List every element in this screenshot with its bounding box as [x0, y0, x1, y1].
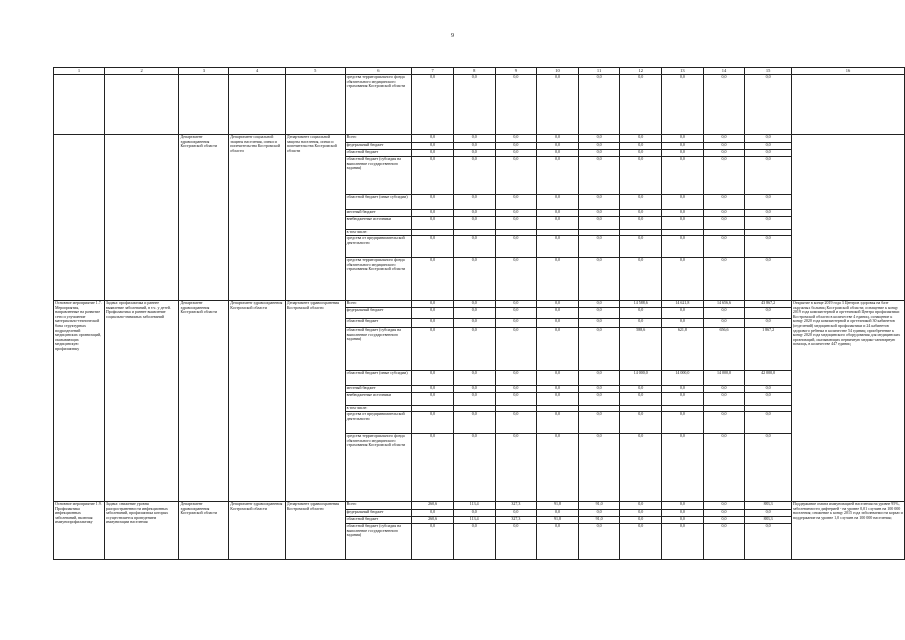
amount-cell: 0,0: [703, 412, 745, 434]
amount-cell: 0,0: [537, 308, 579, 319]
measure-name-cell: [54, 75, 105, 135]
executor-cell: [179, 75, 229, 135]
amount-cell: 0,0: [495, 393, 537, 406]
amount-cell: 0,0: [703, 143, 745, 150]
funding-source-cell: внебюджетные источники: [345, 393, 412, 406]
amount-cell: 0,0: [578, 75, 620, 135]
amount-cell: 260,6: [412, 502, 454, 510]
amount-cell: 0,0: [412, 510, 454, 517]
amount-cell: 0,0: [620, 308, 662, 319]
task-cell: [104, 75, 179, 135]
amount-cell: 0,0: [745, 434, 792, 502]
amount-cell: 0,0: [537, 143, 579, 150]
amount-cell: 0,0: [578, 301, 620, 308]
amount-cell: 0,0: [662, 319, 704, 328]
amount-cell: 0,0: [537, 393, 579, 406]
amount-cell: 0,0: [703, 150, 745, 157]
amount-cell: 0,0: [620, 135, 662, 143]
expected-result-cell: [791, 135, 904, 301]
column-number: 15: [745, 68, 792, 75]
column-number: 14: [703, 68, 745, 75]
amount-cell: 0,0: [453, 371, 495, 386]
amount-cell: 0,0: [745, 319, 792, 328]
amount-cell: 0,0: [703, 393, 745, 406]
amount-cell: 0,0: [495, 236, 537, 258]
amount-cell: 0,0: [495, 157, 537, 195]
funding-source-cell: областной бюджет: [345, 517, 412, 524]
funding-source-cell: федеральный бюджет: [345, 510, 412, 517]
amount-cell: 0,0: [662, 217, 704, 230]
amount-cell: 0,0: [620, 524, 662, 560]
amount-cell: 0,0: [745, 143, 792, 150]
amount-cell: 0,0: [620, 412, 662, 434]
amount-cell: 0,0: [578, 258, 620, 301]
amount-cell: 0,0: [537, 210, 579, 217]
participant-cell: Департамент здравоохранения Костромской области: [285, 301, 345, 502]
column-number: 1: [54, 68, 105, 75]
amount-cell: 0,0: [662, 135, 704, 143]
amount-cell: 0,0: [662, 195, 704, 210]
amount-cell: 43 867,2: [745, 301, 792, 308]
amount-cell: 0,0: [412, 434, 454, 502]
amount-cell: 14 656,6: [703, 301, 745, 308]
amount-cell: 0,0: [703, 157, 745, 195]
amount-cell: 0,0: [412, 301, 454, 308]
amount-cell: 0,0: [537, 150, 579, 157]
amount-cell: 113,4: [453, 517, 495, 524]
executor-cell: Департамент здравоохранения Костромской области: [179, 502, 229, 560]
column-number: 3: [179, 68, 229, 75]
amount-cell: 0,0: [662, 236, 704, 258]
amount-cell: 0,0: [453, 75, 495, 135]
amount-cell: 0,0: [703, 135, 745, 143]
amount-cell: 883,3: [745, 517, 792, 524]
task-cell: Задача: снижение уровня распространенности инфекционных заболеваний, профилактика которых осуществляется проведением иммунизации населения: [104, 502, 179, 560]
amount-cell: 0,0: [620, 517, 662, 524]
executor-cell: Департамент здравоохранения Костромской области: [179, 301, 229, 502]
amount-cell: 0,0: [412, 75, 454, 135]
amount-cell: 0,0: [703, 502, 745, 510]
amount-cell: 0,0: [662, 308, 704, 319]
amount-cell: 0,0: [662, 143, 704, 150]
amount-cell: 0,0: [537, 371, 579, 386]
amount-cell: 91,8: [537, 517, 579, 524]
amount-cell: 0,0: [620, 502, 662, 510]
amount-cell: 0,0: [578, 319, 620, 328]
amount-cell: 0,0: [620, 510, 662, 517]
amount-cell: 0,0: [453, 434, 495, 502]
funding-source-cell: Всего: [345, 502, 412, 510]
column-number: 16: [791, 68, 904, 75]
amount-cell: 0,0: [745, 236, 792, 258]
funding-source-cell: областной бюджет (субсидия на выполнение государственного задания): [345, 524, 412, 560]
amount-cell: 0,0: [703, 210, 745, 217]
column-number: 10: [537, 68, 579, 75]
amount-cell: 91,0: [578, 502, 620, 510]
column-number: 2: [104, 68, 179, 75]
amount-cell: 0,0: [412, 524, 454, 560]
amount-cell: 113,4: [453, 502, 495, 510]
funding-source-cell: областной бюджет: [345, 319, 412, 328]
amount-cell: 0,0: [578, 135, 620, 143]
page-number: 9: [451, 33, 454, 39]
column-number-row: [54, 68, 905, 75]
amount-cell: 0,0: [745, 210, 792, 217]
amount-cell: 0,0: [537, 319, 579, 328]
amount-cell: 0,0: [662, 510, 704, 517]
amount-cell: 327,3: [495, 502, 537, 510]
amount-cell: 0,0: [578, 371, 620, 386]
amount-cell: 91,8: [537, 502, 579, 510]
column-number: 11: [578, 68, 620, 75]
amount-cell: 0,0: [412, 258, 454, 301]
amount-cell: 0,0: [412, 308, 454, 319]
amount-cell: 0,0: [620, 210, 662, 217]
amount-cell: 0,0: [537, 135, 579, 143]
amount-cell: 0,0: [495, 328, 537, 371]
amount-cell: 0,0: [453, 210, 495, 217]
amount-cell: 0,0: [495, 301, 537, 308]
amount-cell: 0,0: [662, 412, 704, 434]
amount-cell: 0,0: [745, 308, 792, 319]
amount-cell: 0,0: [412, 236, 454, 258]
amount-cell: 0,0: [662, 386, 704, 393]
amount-cell: 588,6: [620, 328, 662, 371]
amount-cell: 0,0: [620, 258, 662, 301]
amount-cell: 14 588,6: [620, 301, 662, 308]
table-row: [54, 135, 905, 143]
amount-cell: 0,0: [412, 150, 454, 157]
amount-cell: 0,0: [578, 210, 620, 217]
amount-cell: 0,0: [620, 393, 662, 406]
amount-cell: 0,0: [412, 195, 454, 210]
funding-source-cell: областной бюджет (субсидия на выполнение государственного задания): [345, 157, 412, 195]
amount-cell: 14 000,0: [620, 371, 662, 386]
amount-cell: 0,0: [662, 150, 704, 157]
amount-cell: 0,0: [495, 195, 537, 210]
amount-cell: 0,0: [745, 524, 792, 560]
amount-cell: 0,0: [537, 157, 579, 195]
table-row: [54, 301, 905, 308]
amount-cell: 0,0: [453, 510, 495, 517]
amount-cell: 0,0: [662, 258, 704, 301]
amount-cell: 0,0: [412, 319, 454, 328]
amount-cell: 0,0: [662, 502, 704, 510]
amount-cell: 0,0: [745, 195, 792, 210]
amount-cell: 0,0: [537, 386, 579, 393]
amount-cell: 0,0: [620, 75, 662, 135]
amount-cell: 0,0: [620, 143, 662, 150]
amount-cell: 0,0: [537, 217, 579, 230]
amount-cell: 0,0: [537, 195, 579, 210]
amount-cell: 0,0: [412, 210, 454, 217]
expected-result-cell: [791, 75, 904, 135]
amount-cell: 0,0: [495, 258, 537, 301]
amount-cell: 0,0: [745, 150, 792, 157]
amount-cell: 0,0: [412, 135, 454, 143]
amount-cell: 14 000,0: [662, 371, 704, 386]
table-row: [54, 502, 905, 510]
coexecutor-cell: Департамент социальной защиты населения, опеки и попечительства Костромской области: [229, 135, 286, 301]
funding-source-cell: областной бюджет: [345, 150, 412, 157]
participant-cell: Департамент здравоохранения Костромской области: [285, 502, 345, 560]
coexecutor-cell: Департамент здравоохранения Костромской области: [229, 502, 286, 560]
amount-cell: 0,0: [745, 75, 792, 135]
amount-cell: 0,0: [453, 135, 495, 143]
amount-cell: 0,0: [662, 75, 704, 135]
amount-cell: 0,0: [412, 217, 454, 230]
funding-source-cell: в том числе:: [345, 406, 412, 412]
amount-cell: 0,0: [745, 393, 792, 406]
amount-cell: 0,0: [537, 434, 579, 502]
amount-cell: 0,0: [578, 524, 620, 560]
amount-cell: 0,0: [453, 143, 495, 150]
amount-cell: 0,0: [703, 258, 745, 301]
amount-cell: 0,0: [662, 210, 704, 217]
funding-source-cell: федеральный бюджет: [345, 308, 412, 319]
measure-name-cell: Основное мероприятие 1.9. Профилактика инфекционных заболеваний, включая иммунопрофилактику: [54, 502, 105, 560]
amount-cell: 0,0: [453, 319, 495, 328]
amount-cell: 0,0: [495, 308, 537, 319]
amount-cell: 0,0: [703, 386, 745, 393]
table-row: [54, 75, 905, 135]
amount-cell: 0,0: [412, 386, 454, 393]
amount-cell: 0,0: [703, 75, 745, 135]
amount-cell: 0,0: [578, 386, 620, 393]
amount-cell: 0,0: [495, 319, 537, 328]
amount-cell: 1 867,2: [745, 328, 792, 371]
amount-cell: 0,0: [745, 510, 792, 517]
amount-cell: 0,0: [620, 434, 662, 502]
amount-cell: 0,0: [495, 150, 537, 157]
amount-cell: 0,0: [453, 157, 495, 195]
amount-cell: 0,0: [495, 510, 537, 517]
amount-cell: 0,0: [703, 217, 745, 230]
column-number: 9: [495, 68, 537, 75]
amount-cell: 260,6: [412, 517, 454, 524]
measure-name-cell: [54, 135, 105, 301]
amount-cell: 327,3: [495, 517, 537, 524]
amount-cell: 0,0: [412, 393, 454, 406]
column-number: 8: [453, 68, 495, 75]
amount-cell: 0,0: [412, 143, 454, 150]
amount-cell: 0,0: [578, 308, 620, 319]
amount-cell: 0,0: [578, 236, 620, 258]
task-cell: [104, 135, 179, 301]
amount-cell: 0,0: [537, 258, 579, 301]
amount-cell: 0,0: [745, 412, 792, 434]
funding-source-cell: внебюджетные источники: [345, 217, 412, 230]
amount-cell: 0,0: [537, 412, 579, 434]
amount-cell: 0,0: [495, 386, 537, 393]
budget-table: [53, 67, 905, 560]
amount-cell: 0,0: [453, 328, 495, 371]
amount-cell: 0,0: [578, 157, 620, 195]
amount-cell: 0,0: [453, 195, 495, 210]
column-number: 12: [620, 68, 662, 75]
amount-cell: 0,0: [578, 150, 620, 157]
funding-source-cell: областной бюджет (иные субсидии): [345, 195, 412, 210]
amount-cell: 621,8: [662, 328, 704, 371]
amount-cell: 0,0: [495, 75, 537, 135]
amount-cell: 91,0: [578, 517, 620, 524]
amount-cell: 0,0: [495, 524, 537, 560]
amount-cell: 0,0: [495, 217, 537, 230]
amount-cell: 42 000,0: [745, 371, 792, 386]
column-number: 6: [345, 68, 412, 75]
funding-source-cell: средства территориального фонда обязательного медицинского страхования Костромской области: [345, 75, 412, 135]
amount-cell: 0,0: [662, 517, 704, 524]
amount-cell: 0,0: [620, 319, 662, 328]
amount-cell: 0,0: [453, 524, 495, 560]
funding-source-cell: Всего: [345, 135, 412, 143]
amount-cell: 0,0: [495, 434, 537, 502]
amount-cell: 0,0: [745, 217, 792, 230]
amount-cell: 0,0: [453, 217, 495, 230]
expected-result-cell: Открытие в конце 2019 года 3 Центров здоровья на базе окружных больниц Костромской области; оснащение к концу 2019 года компьютерной и оргтехникой Центра профилактики Костромской области в количестве 4 единиц, оснащение к концу 2020 года компьютерной и оргтехникой 30 кабинетов (отделений) медицинской профилактики и 24 кабинетов здорового ребенка в количестве 54 единиц; приобретение к концу 2020 года медицинского оборудования для медицинских организаций, оказывающих первичную медико-санитарную помощь, в количестве 447 единиц: [791, 301, 904, 502]
amount-cell: 0,0: [453, 412, 495, 434]
measure-name-cell: Основное мероприятие 1.7. Мероприятия, направленные на развитие сети и улучшение материально-технической базы структурных подразделений медицинских организаций, оказывающих медицинскую профилактику: [54, 301, 105, 502]
amount-cell: 0,0: [745, 135, 792, 143]
amount-cell: 0,0: [453, 393, 495, 406]
amount-cell: 0,0: [703, 524, 745, 560]
amount-cell: 0,0: [620, 217, 662, 230]
amount-cell: 0,0: [537, 75, 579, 135]
participant-cell: [285, 75, 345, 135]
funding-source-cell: в том числе:: [345, 230, 412, 236]
amount-cell: 14 000,0: [703, 371, 745, 386]
funding-source-cell: средства от предпринимательской деятельности: [345, 412, 412, 434]
funding-source-cell: областной бюджет (иные субсидии): [345, 371, 412, 386]
column-number: 7: [412, 68, 454, 75]
funding-source-cell: Всего: [345, 301, 412, 308]
amount-cell: 0,0: [662, 393, 704, 406]
amount-cell: 0,0: [620, 386, 662, 393]
amount-cell: 0,0: [703, 236, 745, 258]
funding-source-cell: местный бюджет: [345, 210, 412, 217]
amount-cell: 0,0: [703, 434, 745, 502]
column-number: 4: [229, 68, 286, 75]
amount-cell: 0,0: [412, 412, 454, 434]
amount-cell: 0,0: [495, 143, 537, 150]
amount-cell: 0,0: [578, 393, 620, 406]
amount-cell: 0,0: [620, 150, 662, 157]
amount-cell: 0,0: [537, 510, 579, 517]
amount-cell: 0,0: [662, 524, 704, 560]
amount-cell: 0,0: [495, 371, 537, 386]
amount-cell: 0,0: [620, 195, 662, 210]
executor-cell: Департамент здравоохранения Костромской области: [179, 135, 229, 301]
amount-cell: 0,0: [412, 371, 454, 386]
amount-cell: 0,0: [453, 236, 495, 258]
amount-cell: 0,0: [745, 386, 792, 393]
amount-cell: 883,3: [745, 502, 792, 510]
amount-cell: 0,0: [453, 301, 495, 308]
amount-cell: 0,0: [495, 412, 537, 434]
column-number: 13: [662, 68, 704, 75]
amount-cell: 0,0: [537, 328, 579, 371]
amount-cell: 0,0: [578, 143, 620, 150]
amount-cell: 0,0: [495, 210, 537, 217]
amount-cell: 0,0: [453, 386, 495, 393]
funding-source-cell: средства территориального фонда обязательного медицинского страхования Костромской области: [345, 258, 412, 301]
amount-cell: 0,0: [453, 258, 495, 301]
amount-cell: 0,0: [745, 157, 792, 195]
funding-source-cell: федеральный бюджет: [345, 143, 412, 150]
funding-source-cell: средства территориального фонда обязательного медицинского страхования Костромской области: [345, 434, 412, 502]
amount-cell: 0,0: [703, 308, 745, 319]
amount-cell: 0,0: [578, 412, 620, 434]
amount-cell: 14 621,8: [662, 301, 704, 308]
coexecutor-cell: Департамент здравоохранения Костромской области: [229, 301, 286, 502]
amount-cell: 0,0: [412, 328, 454, 371]
participant-cell: Департамент социальной защиты населения, опеки и попечительства Костромской области: [285, 135, 345, 301]
amount-cell: 0,0: [745, 258, 792, 301]
amount-cell: 0,0: [453, 308, 495, 319]
amount-cell: 656,6: [703, 328, 745, 371]
amount-cell: 0,0: [578, 195, 620, 210]
amount-cell: 0,0: [703, 319, 745, 328]
amount-cell: 0,0: [412, 157, 454, 195]
funding-source-cell: средства от предпринимательской деятельности: [345, 236, 412, 258]
amount-cell: 0,0: [703, 195, 745, 210]
funding-source-cell: местный бюджет: [345, 386, 412, 393]
amount-cell: 0,0: [578, 434, 620, 502]
coexecutor-cell: [229, 75, 286, 135]
amount-cell: 0,0: [620, 157, 662, 195]
amount-cell: 0,0: [453, 150, 495, 157]
amount-cell: 0,0: [537, 236, 579, 258]
funding-source-cell: областной бюджет (субсидия на выполнение государственного задания): [345, 328, 412, 371]
expected-result-cell: Поддержание охвата иммунизацией населения на уровне 95%, заболеваемости дифтерией - на уровне 0,01 случаев на 100 000 населения; снижение к концу 2015 года заболеваемости корью и поддержание на уровне 1,0 случаев на 100 000 населения;: [791, 502, 904, 560]
amount-cell: 0,0: [537, 301, 579, 308]
task-cell: Задача: профилактика и раннее выявление заболеваний, в т.ч. у детей. Профилактика и раннее выявление социально-значимых заболеваний: [104, 301, 179, 502]
amount-cell: 0,0: [537, 524, 579, 560]
amount-cell: 0,0: [620, 236, 662, 258]
amount-cell: 0,0: [578, 328, 620, 371]
amount-cell: 0,0: [662, 434, 704, 502]
amount-cell: 0,0: [703, 510, 745, 517]
amount-cell: 0,0: [578, 217, 620, 230]
amount-cell: 0,0: [578, 510, 620, 517]
amount-cell: 0,0: [662, 157, 704, 195]
amount-cell: 0,0: [495, 135, 537, 143]
amount-cell: 0,0: [703, 517, 745, 524]
column-number: 5: [285, 68, 345, 75]
